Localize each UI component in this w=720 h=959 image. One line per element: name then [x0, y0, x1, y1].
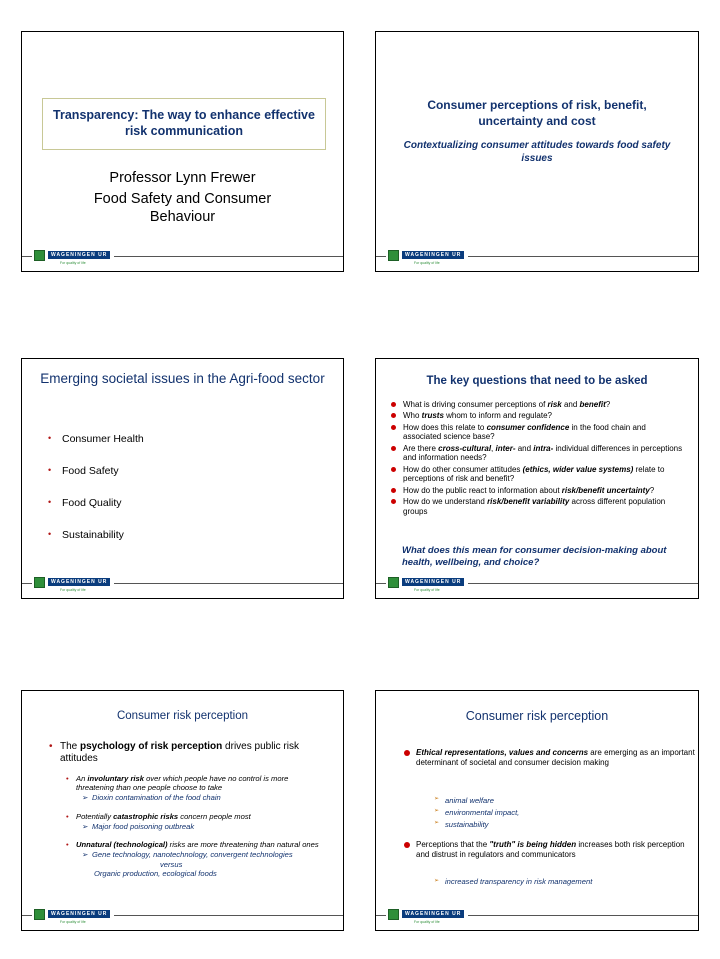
- slide-footer: [22, 904, 343, 930]
- logo-tagline: For quality of life: [414, 588, 440, 592]
- bullet-icon: •: [48, 529, 52, 539]
- slide-6: [375, 690, 699, 931]
- question-item: Who trusts whom to inform and regulate?: [390, 411, 685, 421]
- question-item: How does this relate to consumer confidence in the food chain and associated science base?: [390, 423, 685, 443]
- bullet-icon: [391, 488, 396, 493]
- slide-title: Consumer risk perception: [116, 710, 249, 722]
- question-item: What is driving consumer perceptions of risk and benefit?: [390, 400, 685, 410]
- logo-mark-icon: [34, 909, 45, 920]
- arrow-bullet-icon: ➢: [434, 820, 440, 827]
- slide-body: [32, 741, 332, 879]
- logo-mark-icon: [388, 909, 399, 920]
- list-item: [48, 433, 144, 445]
- arrow-bullet-icon: ➢: [82, 821, 89, 831]
- logo-wordmark: WAGENINGEN UR: [48, 251, 110, 259]
- slide-footer: [22, 245, 343, 271]
- logo-wordmark: WAGENINGEN UR: [48, 910, 110, 918]
- logo-wordmark: WAGENINGEN UR: [48, 578, 110, 586]
- question-item: Are there cross-cultural, inter- and intra- individual differences in perceptions and information needs?: [390, 444, 685, 464]
- question-item: How do we understand risk/benefit variability across different population groups: [390, 497, 685, 517]
- author-name: Professor Lynn Frewer: [109, 170, 256, 186]
- example-item: ➢ Dioxin contamination of the food chain: [82, 793, 221, 803]
- question-item: How do the public react to information about risk/benefit uncertainty?: [390, 486, 685, 496]
- slide-title: The key questions that need to be asked: [426, 375, 648, 387]
- bullet-icon: [391, 499, 396, 504]
- wageningen-logo: [32, 907, 114, 924]
- sub-point: • An involuntary risk over which people have no control is more threatening than one people choose to take: [66, 774, 289, 793]
- list-item: [48, 465, 144, 477]
- bullet-icon: •: [66, 811, 69, 821]
- wageningen-logo: [386, 248, 468, 265]
- arrow-bullet-icon: ➢: [434, 808, 440, 815]
- slide-4: [375, 358, 699, 599]
- bullet-icon: [404, 750, 410, 756]
- slide-footer: [376, 904, 698, 930]
- list-item: ➢ environmental impact,: [434, 808, 520, 818]
- logo-mark-icon: [388, 577, 399, 588]
- closing-question: What does this mean for consumer decision-making about health, wellbeing, and choice?: [402, 545, 667, 568]
- bullet-icon: [391, 413, 396, 418]
- slide-title: Consumer perceptions of risk, benefit, uncertainty and cost: [427, 98, 647, 128]
- bullet-icon: •: [49, 741, 53, 752]
- list-item: [48, 497, 144, 509]
- logo-tagline: For quality of life: [60, 920, 86, 924]
- wageningen-logo: [386, 575, 468, 592]
- bullet-icon: [404, 842, 410, 848]
- bullet-icon: [391, 467, 396, 472]
- logo-tagline: For quality of life: [414, 261, 440, 265]
- slide-title: Transparency: The way to enhance effective risk communication: [53, 108, 315, 138]
- slide-2: [375, 31, 699, 272]
- slide-1: [21, 31, 344, 272]
- list-item-label: Food Quality: [62, 497, 122, 509]
- logo-tagline: For quality of life: [414, 920, 440, 924]
- department-name: Food Safety and Consumer Behaviour: [93, 191, 272, 226]
- example-item: Organic production, ecological foods: [94, 869, 217, 879]
- logo-mark-icon: [388, 250, 399, 261]
- slide-title: Emerging societal issues in the Agri-food sector: [40, 371, 325, 386]
- bullet-icon: •: [48, 465, 52, 475]
- issue-list: [48, 433, 144, 561]
- logo-wordmark: WAGENINGEN UR: [402, 910, 464, 918]
- question-item: How do other consumer attitudes (ethics, wider value systems) relate to perceptions of risk and benefit?: [390, 465, 685, 485]
- bullet-icon: [391, 425, 396, 430]
- slide-footer: [22, 572, 343, 598]
- sub-point: • Unnatural (technological) risks are more threatening than natural ones: [66, 840, 319, 850]
- logo-mark-icon: [34, 577, 45, 588]
- list-item: [48, 529, 144, 541]
- example-item: ➢ Gene technology, nanotechnology, convergent technologies: [82, 850, 293, 860]
- slide-footer: [376, 245, 698, 271]
- lead-point: • The psychology of risk perception drives public risk attitudes: [49, 741, 299, 764]
- example-item: ➢ Major food poisoning outbreak: [82, 821, 195, 831]
- arrow-bullet-icon: ➢: [434, 796, 440, 802]
- slide-subtitle: Contextualizing consumer attitudes towards food safety issues: [403, 140, 671, 164]
- arrow-bullet-icon: ➢: [82, 793, 89, 803]
- bullet-icon: •: [48, 433, 52, 443]
- bullet-icon: •: [48, 497, 52, 507]
- wageningen-logo: [386, 907, 468, 924]
- logo-tagline: For quality of life: [60, 261, 86, 265]
- list-item: ➢ animal welfare: [434, 796, 494, 805]
- slide-footer: [376, 572, 698, 598]
- bullet-icon: [391, 446, 396, 451]
- list-item-label: Food Safety: [62, 465, 119, 477]
- list-item: ➢ sustainability: [434, 820, 489, 830]
- logo-wordmark: WAGENINGEN UR: [402, 251, 464, 259]
- arrow-bullet-icon: ➢: [82, 850, 89, 860]
- main-point: Ethical representations, values and concerns are emerging as an important determinant of societal and consumer decision making: [404, 748, 696, 769]
- main-point: Perceptions that the "truth" is being hidden increases both risk perception and distrust in regulators and communicators: [404, 840, 696, 861]
- logo-wordmark: WAGENINGEN UR: [402, 578, 464, 586]
- sub-point-list: [434, 795, 519, 831]
- list-item-label: Sustainability: [62, 529, 124, 541]
- list-item-label: Consumer Health: [62, 433, 144, 445]
- wageningen-logo: [32, 575, 114, 592]
- arrow-bullet-icon: ➢: [434, 878, 440, 884]
- list-item: ➢ increased transparency in risk management: [434, 877, 593, 886]
- bullet-icon: •: [66, 840, 69, 850]
- slide-title: Consumer risk perception: [465, 709, 609, 723]
- bullet-icon: [391, 402, 396, 407]
- question-list: [390, 400, 685, 518]
- logo-tagline: For quality of life: [60, 588, 86, 592]
- sub-point: • Potentially catastrophic risks concern people most: [66, 811, 251, 821]
- slide-5: [21, 690, 344, 931]
- title-box: [42, 98, 326, 150]
- slide-3: [21, 358, 344, 599]
- bullet-icon: •: [66, 774, 69, 783]
- wageningen-logo: [32, 248, 114, 265]
- logo-mark-icon: [34, 250, 45, 261]
- versus-label: versus: [160, 859, 183, 869]
